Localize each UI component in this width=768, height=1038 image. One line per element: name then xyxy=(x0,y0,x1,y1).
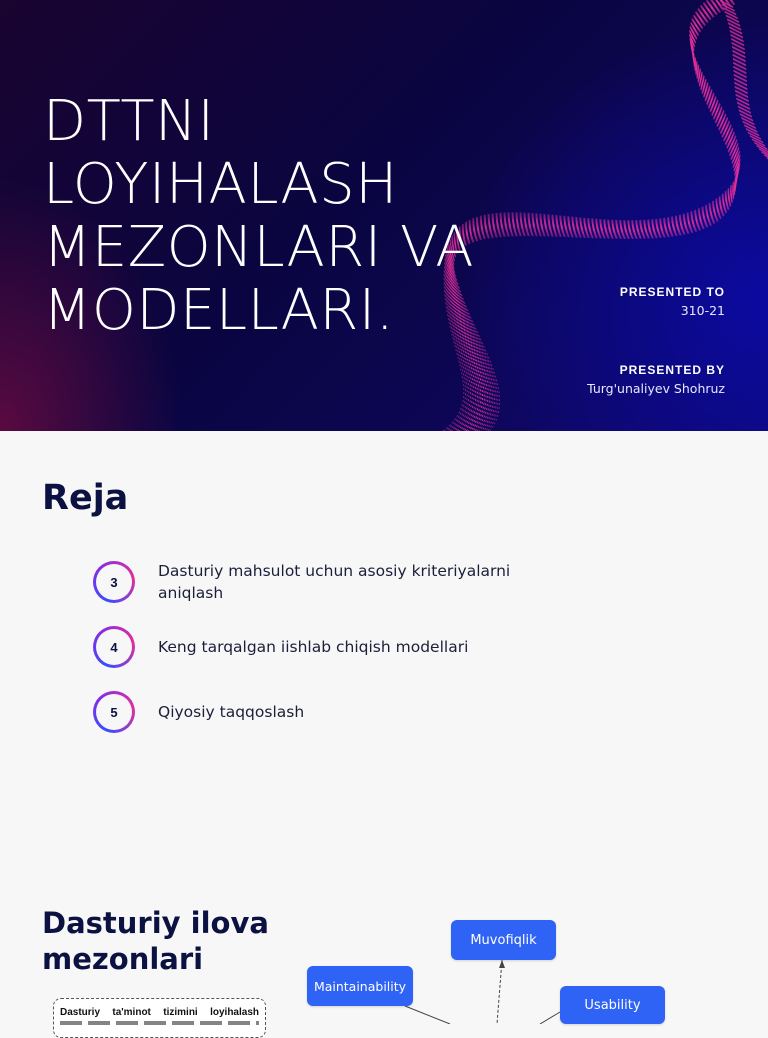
criteria-node-maintainability: Maintainability xyxy=(307,966,413,1006)
agenda-item-text: Dasturiy mahsulot uchun asosiy kriteriyalarni aniqlash xyxy=(158,562,511,602)
reja-title: Reja xyxy=(42,478,129,518)
criteria-description-box xyxy=(53,998,266,1038)
agenda-number: 3 xyxy=(96,564,132,600)
connector-line xyxy=(405,1006,450,1024)
presented-to-value: 310-21 xyxy=(680,303,725,318)
criteria-node-usability: Usability xyxy=(560,986,665,1024)
agenda-number: 4 xyxy=(96,629,132,665)
presentation-title: DTTNI LOYIHALASH MEZONLARI VA MODELLARI. xyxy=(43,89,475,343)
criteria-description-overflow xyxy=(60,1021,259,1025)
agenda-number: 5 xyxy=(96,694,132,730)
presented-by-value: Turg'unaliyev Shohruz xyxy=(587,381,725,396)
connector-line xyxy=(497,960,502,1024)
criteria-description-text: Dasturiy ta'minot tizimini loyihalash xyxy=(60,1007,259,1018)
agenda-item-text: Qiyosiy taqqoslash xyxy=(158,703,305,721)
agenda-item-text: Keng tarqalgan iishlab chiqish modellari xyxy=(158,638,469,656)
connector-line xyxy=(540,1012,560,1024)
presented-to-label: PRESENTED TO xyxy=(619,285,725,299)
criteria-node-muvofiqlik: Muvofiqlik xyxy=(451,920,556,960)
connector-arrowhead xyxy=(499,960,505,968)
criteria-title: Dasturiy ilova mezonlari xyxy=(42,906,269,976)
presented-by-label: PRESENTED BY xyxy=(619,363,725,377)
